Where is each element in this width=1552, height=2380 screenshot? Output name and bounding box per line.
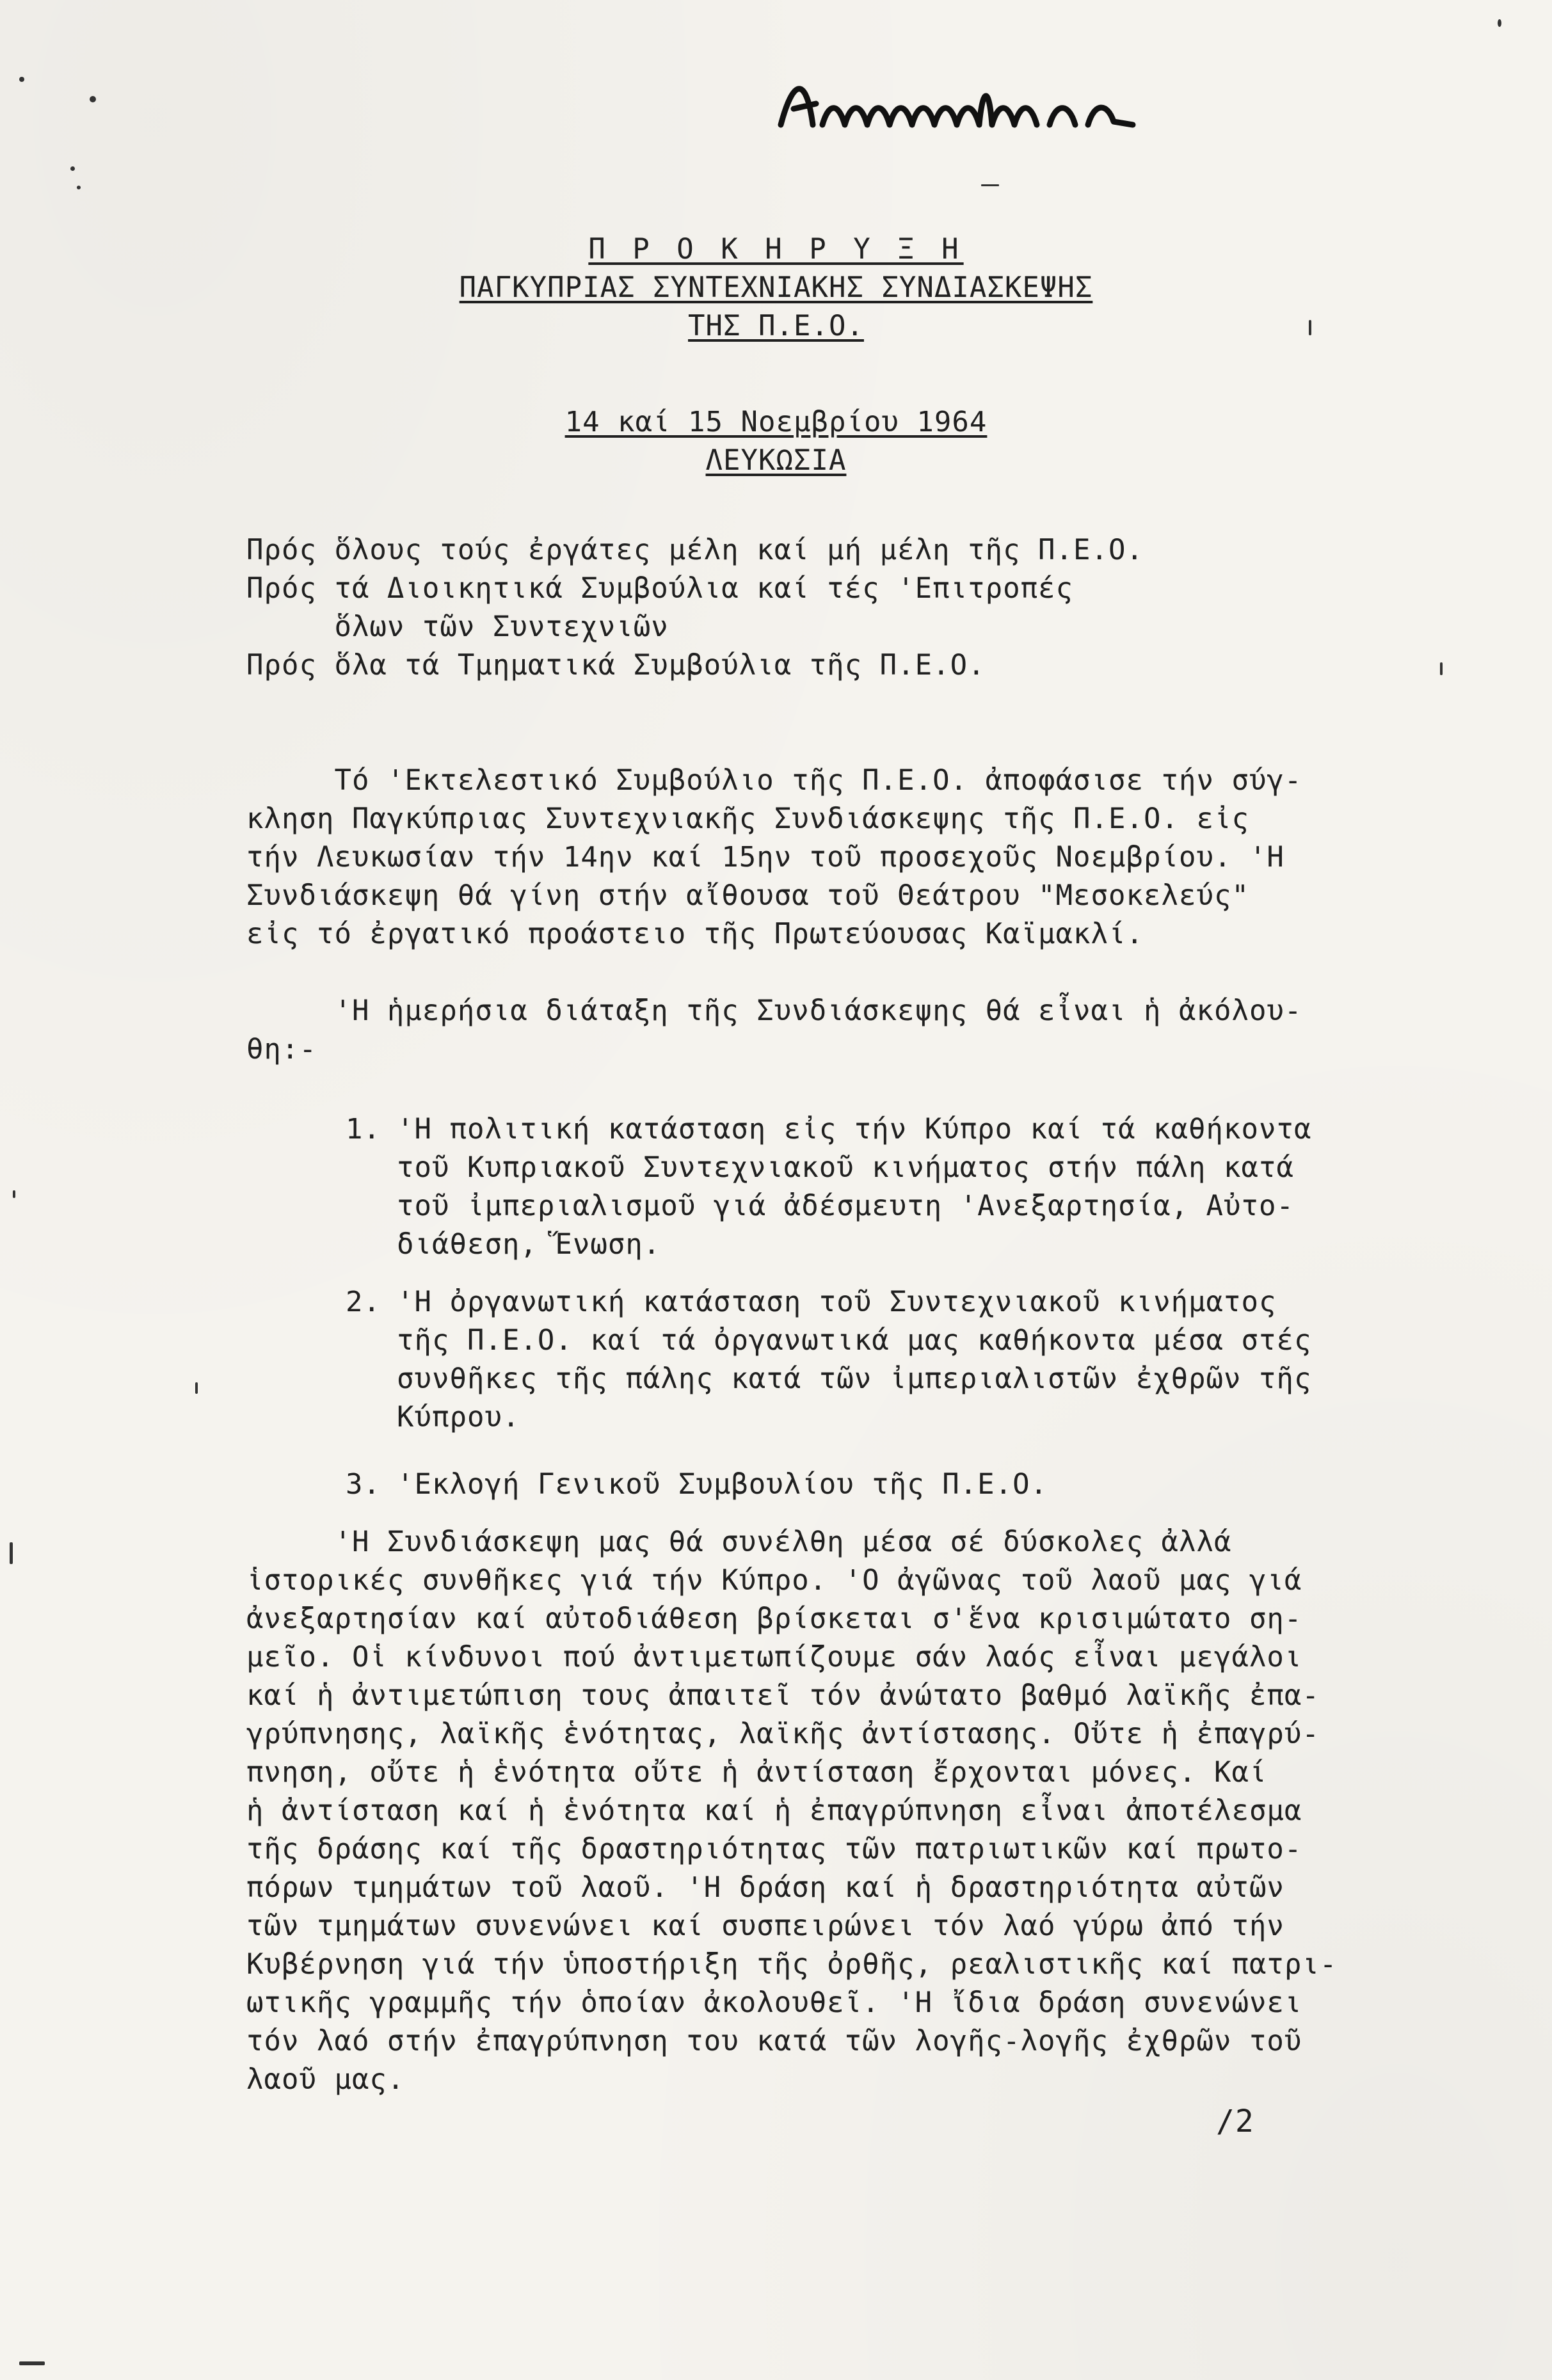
conference-date: 14 καί 15 Νοεμβρίου 1964 (564, 406, 988, 438)
text-line: 'Η Συνδιάσκεψη μας θά συνέλθη μέσα σέ δύσκολες ἀλλά (246, 1526, 1232, 1558)
agenda-line: 'Η πολιτική κατάσταση εἰς τήν Κύπρο καί τά καθήκοντα (397, 1113, 1312, 1146)
text-line: τῶν τμημάτων συνενώνει καί συσπειρώνει τόν λαό γύρω ἀπό τήν (246, 1910, 1284, 1942)
text-line: καί ἡ ἀντιμετώπιση τους ἀπαιτεῖ τόν ἀνώτατο βαθμό λαϊκῆς ἐπα- (246, 1679, 1320, 1712)
agenda-number: 3. (346, 1468, 381, 1501)
text-line: ἱστορικές συνθῆκες γιά τήν Κύπρο. 'Ο ἀγῶνας τοῦ λαοῦ μας γιά (246, 1564, 1302, 1597)
text-line: Συνδιάσκεψη θά γίνη στήν αἴθουσα τοῦ Θεάτρου "Μεσοκελεύς" (246, 879, 1249, 912)
text-line: Τό 'Εκτελεστικό Συμβούλιο τῆς Π.Ε.Ο. ἀποφάσισε τήν σύγ- (246, 764, 1302, 797)
agenda-line: τοῦ ἰμπεριαλισμοῦ γιά ἀδέσμευτη 'Ανεξαρτησία, Αὐτο- (397, 1190, 1295, 1222)
text-line: θη:- (246, 1033, 317, 1066)
text-line: τῆς δράσης καί τῆς δραστηριότητας τῶν πατριωτικῶν καί πρωτο- (246, 1833, 1302, 1865)
agenda-line: διάθεση, Ἕνωση. (397, 1228, 661, 1261)
text-line: πνηση, οὔτε ἡ ἑνότητα οὔτε ἡ ἀντίσταση ἔρχονται μόνες. Καί (246, 1756, 1267, 1789)
handwritten-annotation-text: Ανακοινώσεις ΑΚΕΛ (774, 150, 781, 151)
agenda-line: τῆς Π.Ε.Ο. καί τά ὀργανωτικά μας καθήκοντα μέσα στές (397, 1324, 1312, 1357)
agenda-line: 'Εκλογή Γενικοῦ Συμβουλίου τῆς Π.Ε.Ο. (397, 1468, 1048, 1501)
title-proclamation: Π Ρ Ο Κ Η Ρ Υ Ξ Η (588, 233, 964, 266)
text-line: ωτικῆς γραμμῆς τήν ὁποίαν ἀκολουθεῖ. 'Η ἴδια δράση συνενώνει (246, 1986, 1302, 2019)
agenda-line: συνθῆκες τῆς πάλης κατά τῶν ἰμπεριαλιστῶν ἐχθρῶν τῆς (397, 1362, 1312, 1395)
address-line: Πρός ὅλα τά Τμηματικά Συμβούλια τῆς Π.Ε.Ο. (246, 649, 986, 682)
agenda-line: Κύπρου. (397, 1401, 520, 1434)
text-line: μεῖο. Οἱ κίνδυνοι πού ἀντιμετωπίζουμε σάν λαός εἶναι μεγάλοι (246, 1641, 1302, 1673)
agenda-number: 1. (346, 1113, 381, 1146)
handwritten-annotation (768, 64, 1280, 154)
title-conference: ΠΑΓΚΥΠΡΙΑΣ ΣΥΝΤΕΧΝΙΑΚΗΣ ΣΥΝΔΙΑΣΚΕΨΗΣ (459, 271, 1093, 304)
agenda-number: 2. (346, 1286, 381, 1318)
text-line: ἀνεξαρτησίαν καί αὐτοδιάθεση βρίσκεται σ'ἕνα κρισιμώτατο ση- (246, 1602, 1302, 1635)
title-organization: ΤΗΣ Π.Ε.Ο. (688, 310, 864, 342)
page-continuation-marker: /2 (1216, 2104, 1254, 2139)
text-line: εἰς τό ἐργατικό προάστειο τῆς Πρωτεύουσας Καϊμακλί. (246, 918, 1144, 950)
agenda-line: 'Η ὀργανωτική κατάσταση τοῦ Συντεχνιακοῦ κινήματος (397, 1286, 1277, 1318)
text-line: κληση Παγκύπριας Συντεχνιακῆς Συνδιάσκεψης τῆς Π.Ε.Ο. εἰς (246, 803, 1249, 835)
address-line: Πρός τά Διοικητικά Συμβούλια καί τές 'Επιτροπές (246, 572, 1074, 605)
address-line: Πρός ὅλους τούς ἐργάτες μέλη καί μή μέλη τῆς Π.Ε.Ο. (246, 534, 1144, 566)
text-line: 'Η ἡμερήσια διάταξη τῆς Συνδιάσκεψης θά εἶναι ἡ ἀκόλου- (246, 994, 1302, 1027)
agenda-line: τοῦ Κυπριακοῦ Συντεχνιακοῦ κινήματος στήν πάλη κατά (397, 1151, 1295, 1184)
text-line: ἡ ἀντίσταση καί ἡ ἑνότητα καί ἡ ἐπαγρύπνηση εἶναι ἀποτέλεσμα (246, 1794, 1302, 1827)
text-line: Κυβέρνηση γιά τήν ὑποστήριξη τῆς ὀρθῆς, ρεαλιστικῆς καί πατρι- (246, 1948, 1338, 1981)
text-line: τήν Λευκωσίαν τήν 14ην καί 15ην τοῦ προσεχοῦς Νοεμβρίου. 'Η (246, 841, 1284, 874)
text-line: πόρων τμημάτων τοῦ λαοῦ. 'Η δράση καί ἡ δραστηριότητα αὐτῶν (246, 1871, 1284, 1904)
text-line: λαοῦ μας. (246, 2063, 405, 2096)
text-line: τόν λαό στήν ἐπαγρύπνηση του κατά τῶν λογῆς-λογῆς ἐχθρῶν τοῦ (246, 2025, 1302, 2057)
address-line: ὅλων τῶν Συντεχνιῶν (246, 611, 669, 643)
text-line: γρύπνησης, λαϊκῆς ἑνότητας, λαϊκῆς ἀντίστασης. Οὔτε ἡ ἐπαγρύ- (246, 1718, 1320, 1750)
conference-place: ΛΕΥΚΩΣΙΑ (705, 444, 847, 477)
